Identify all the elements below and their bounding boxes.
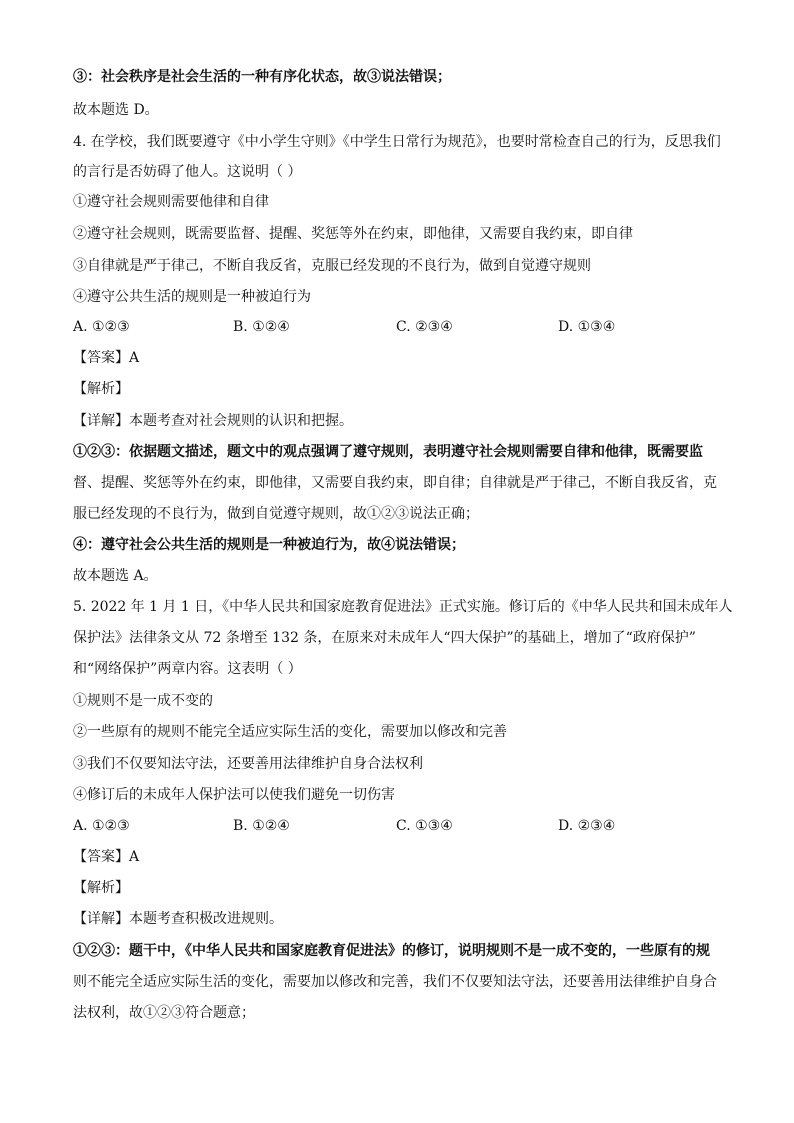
q4-stem-line-1: 4. 在学校，我们既要遵守《中小学生守则》《中学生日常行为规范》，也要时常检查自己的行为，反思我们 xyxy=(73,134,721,150)
q4-stem-line-2: 的言行是否妨碍了他人。这说明（ ） xyxy=(73,164,302,180)
q5-stem-line-2: 保护法》法律条文从 72 条增至 132 条，在原来对未成年人“四大保护”的基础上，增加了“政府保护” xyxy=(73,630,696,646)
q5-option-a: A. ①②③ xyxy=(73,818,130,834)
q4-explanation-line-2: 督、提醒、奖惩等外在约束，即他律，又需要自我约束，即自律；自律就是严于律己，不断自我反省，克 xyxy=(73,475,717,491)
q4-item-3: ③自律就是严于律己，不断自我反省，克服已经发现的不良行为，做到自觉遵守规则 xyxy=(73,258,591,274)
q5-detail: 【详解】本题考查积极改进规则。 xyxy=(73,911,283,927)
q4-item-2: ②遵守社会规则，既需要监督、提醒、奖惩等外在约束，即他律，又需要自我约束，即自律 xyxy=(73,226,633,242)
q5-explanation-line-3: 法权利，故①②③符合题意； xyxy=(73,1005,255,1021)
q5-answer: 【答案】A xyxy=(73,849,140,865)
q4-option-a: A. ①②③ xyxy=(73,319,130,335)
q5-option-b: B. ①②④ xyxy=(233,818,290,834)
q5-explanation-line-1: ①②③：题干中，《中华人民共和国家庭教育促进法》的修订，说明规则不是一成不变的，一些原有的规 xyxy=(73,943,710,959)
q4-option-b: B. ①②④ xyxy=(233,319,290,335)
q5-option-c: C. ①③④ xyxy=(396,818,453,834)
q5-option-d: D. ②③④ xyxy=(558,818,616,834)
q5-stem-line-3: 和“网络保护”两章内容。这表明（ ） xyxy=(73,661,302,677)
q4-item-4: ④遵守公共生活的规则是一种被迫行为 xyxy=(73,289,311,305)
q5-stem-line-1: 5. 2022 年 1 月 1 日，《中华人民共和国家庭教育促进法》正式实施。修订后的《中华人民共和国未成年人 xyxy=(73,599,733,615)
q4-explanation-line-4: ④：遵守社会公共生活的规则是一种被迫行为，故④说法错误； xyxy=(73,537,465,553)
q5-item-3: ③我们不仅要知法守法，还要善用法律维护自身合法权利 xyxy=(73,756,423,772)
q5-analysis-label: 【解析】 xyxy=(73,880,129,896)
q5-explanation-line-2: 则不能完全适应实际生活的变化，需要加以修改和完善，我们不仅要知法守法，还要善用法律维护自身合 xyxy=(73,974,717,990)
q4-explanation-line-1: ①②③：依据题文描述，题文中的观点强调了遵守规则，表明遵守社会规则需要自律和他律，既需要监 xyxy=(73,444,703,460)
q4-option-d: D. ①③④ xyxy=(558,319,616,335)
q5-item-1: ①规则不是一成不变的 xyxy=(73,693,213,709)
prev-conclusion: 故本题选 D。 xyxy=(73,102,159,118)
q5-item-4: ④修订后的未成年人保护法可以使我们避免一切伤害 xyxy=(73,787,395,803)
q4-option-c: C. ②③④ xyxy=(396,319,453,335)
q4-explanation-line-3: 服已经发现的不良行为，做到自觉遵守规则，故①②③说法正确； xyxy=(73,506,479,522)
q4-answer: 【答案】A xyxy=(73,350,140,366)
q4-analysis-label: 【解析】 xyxy=(73,381,129,397)
q4-detail: 【详解】本题考查对社会规则的认识和把握。 xyxy=(73,413,353,429)
prev-explanation-line: ③：社会秩序是社会生活的一种有序化状态，故③说法错误； xyxy=(73,69,451,85)
q5-item-2: ②一些原有的规则不能完全适应实际生活的变化，需要加以修改和完善 xyxy=(73,724,507,740)
q4-item-1: ①遵守社会规则需要他律和自律 xyxy=(73,194,269,210)
q4-conclusion: 故本题选 A。 xyxy=(73,568,158,584)
